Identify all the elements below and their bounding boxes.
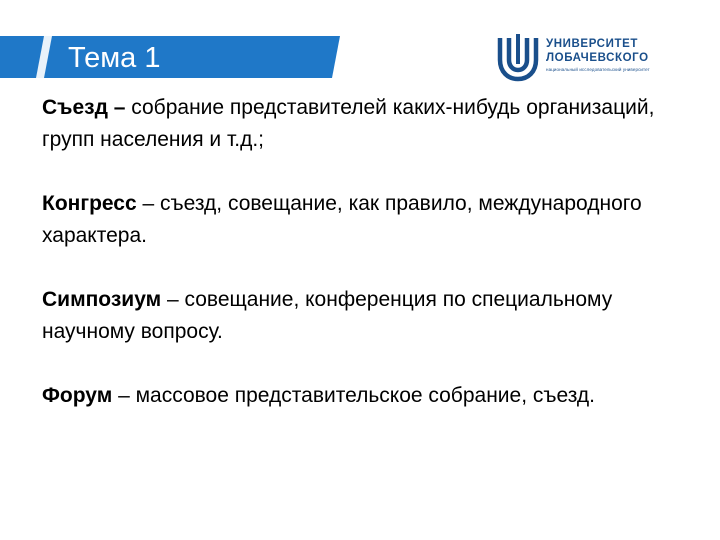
definitions-list	[42, 92, 662, 444]
definition-term: Форум	[42, 384, 113, 407]
definition-forum	[42, 380, 662, 412]
logo-text-subtitle: национальный исследовательский университет	[546, 67, 650, 72]
definition-term: Симпозиум	[42, 288, 162, 311]
title-banner-shape	[0, 36, 340, 78]
university-logo	[496, 34, 676, 82]
title-banner	[0, 36, 340, 78]
definition-term: Съезд –	[42, 96, 126, 119]
definition-congress	[42, 188, 662, 252]
definition-term: Конгресс	[42, 192, 137, 215]
definition-text: собрание представителей каких-нибудь организаций, групп населения и т.д.;	[42, 96, 655, 151]
definition-text: – съезд, совещание, как правило, международного характера.	[42, 192, 642, 247]
definition-text: – массовое представительское собрание, съезд.	[112, 384, 595, 407]
logo-text-university: УНИВЕРСИТЕТ	[546, 38, 638, 50]
slide-title: Тема 1	[68, 42, 161, 74]
definition-symposium	[42, 284, 662, 348]
definition-text: – совещание, конференция по специальному научному вопросу.	[42, 288, 613, 343]
logo-text-lobachevsky: ЛОБАЧЕВСКОГО	[546, 52, 649, 64]
university-u-logo-icon	[496, 34, 540, 82]
definition-congress-meeting	[42, 92, 662, 156]
